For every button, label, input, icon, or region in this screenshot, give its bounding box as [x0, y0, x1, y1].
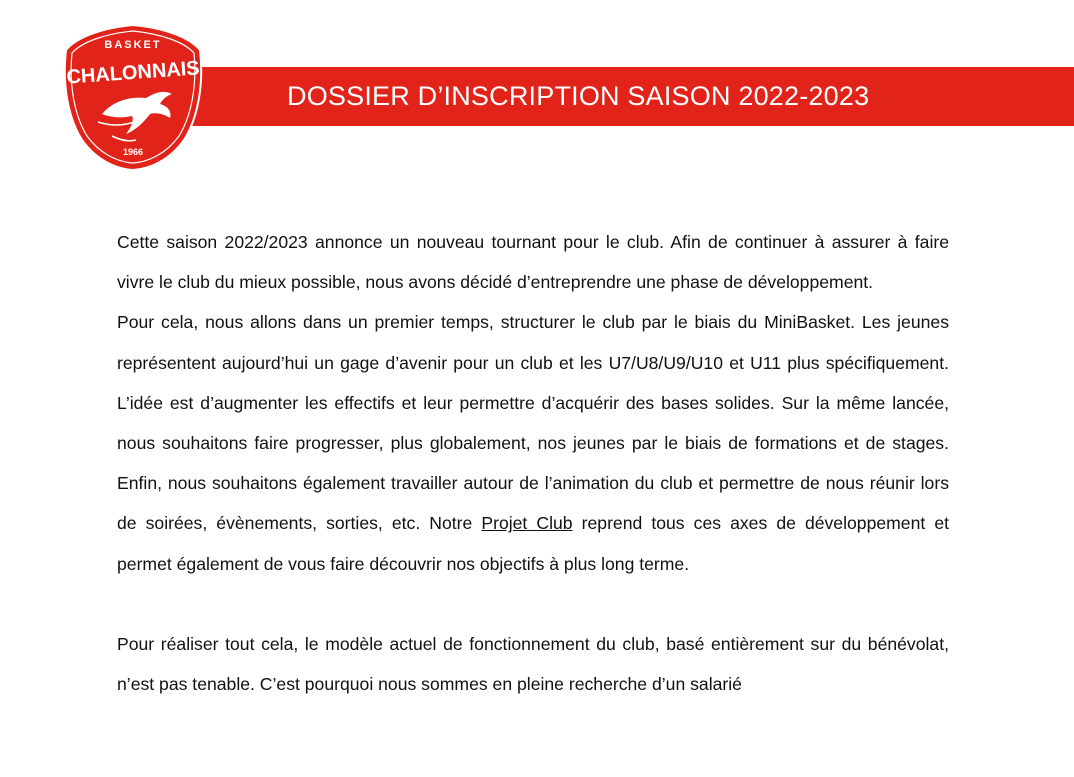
logo-top-text: BASKET: [104, 39, 162, 51]
club-logo: [60, 22, 206, 172]
paragraph-2-text-b: reprend tous ces axes de développement et permet également de vous faire découvrir nos objectifs à plus long terme.: [117, 513, 949, 574]
paragraph-1: Cette saison 2022/2023 annonce un nouveau tournant pour le club. Afin de continuer à assurer à faire vivre le club du mieux possible, nous avons décidé d’entreprendre une phase de développement.: [117, 232, 949, 293]
document-title: DOSSIER D’INSCRIPTION SAISON 2022-2023: [287, 81, 870, 111]
paragraph-gap: [117, 584, 949, 624]
document-body: [117, 222, 949, 704]
paragraph-3: Pour réaliser tout cela, le modèle actuel de fonctionnement du club, basé entièrement sur du bénévolat, n’est pas tenable. C’est pourquoi nous sommes en pleine recherche d’un salarié: [117, 633, 949, 695]
projet-club-link[interactable]: Projet Club: [481, 513, 573, 534]
logo-name: CHALONNAIS: [65, 57, 201, 89]
paragraph-2: [117, 302, 949, 583]
paragraph-2-text-a: Pour cela, nous allons dans un premier temps, structurer le club par le biais du MiniBasket. Les jeunes représentent aujourd’hui un gage d’avenir pour un club et les U7/U8/U9/U10 et U11 plus spécifiquement. L’idée est d’augmenter les effectifs et leur permettre d’acquérir des bases solides. Sur la même lancée, nous souhaitons faire progresser, plus globalement, nos jeunes par le biais de formations et de stages. Enfin, nous souhaitons également travailler autour de l’animation du club et permettre de nous réunir lors de soirées, évènements, sorties, etc. Notre: [117, 312, 949, 534]
logo-year: 1966: [122, 147, 144, 157]
